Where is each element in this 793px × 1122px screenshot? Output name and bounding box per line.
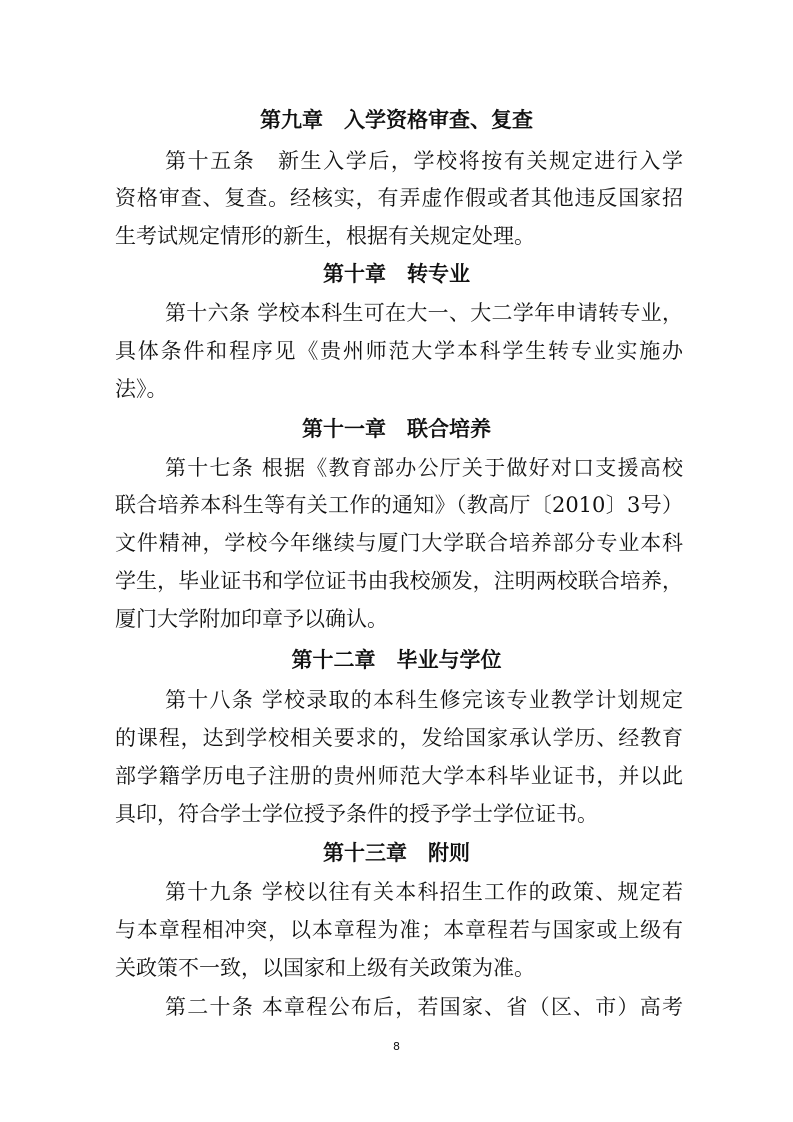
chapter-11-heading: 第十一章 联合培养 [302, 417, 491, 441]
article-15-line-1: 第十五条 新生入学后，学校将按有关规定进行入学 [165, 149, 683, 173]
article-18-line-3: 部学籍学历电子注册的贵州师范大学本科毕业证书，并以此 [115, 764, 683, 788]
article-19-line-3: 关政策不一致，以国家和上级有关政策为准。 [115, 956, 535, 980]
article-18-line-2: 的课程，达到学校相关要求的，发给国家承认学历、经教育 [115, 726, 683, 750]
article-15-line-2: 资格审查、复查。经核实，有弄虚作假或者其他违反国家招 [115, 186, 683, 210]
chapter-9-heading: 第九章 入学资格审查、复查 [260, 108, 533, 132]
article-17-line-3: 文件精神，学校今年继续与厦门大学联合培养部分专业本科 [115, 531, 683, 555]
article-17-line-2: 联合培养本科生等有关工作的通知》（教高厅〔2010〕3号） [115, 493, 683, 517]
article-16-line-3: 法》。 [115, 377, 168, 401]
chapter-10-heading: 第十章 转专业 [323, 262, 470, 286]
article-16-line-1: 第十六条 学校本科生可在大一、大二学年申请转专业， [165, 301, 683, 325]
article-16-line-2: 具体条件和程序见《贵州师范大学本科学生转专业实施办 [115, 339, 683, 363]
article-19-line-2: 与本章程相冲突，以本章程为准；本章程若与国家或上级有 [115, 918, 683, 942]
article-18-line-4: 具印，符合学士学位授予条件的授予学士学位证书。 [115, 802, 598, 826]
chapter-13-heading: 第十三章 附则 [323, 841, 470, 865]
article-19-line-1: 第十九条 学校以往有关本科招生工作的政策、规定若 [165, 880, 683, 904]
page-number: 8 [393, 1040, 400, 1053]
article-17-line-4: 学生，毕业证书和学位证书由我校颁发，注明两校联合培养， [115, 569, 683, 593]
article-18-line-1: 第十八条 学校录取的本科生修完该专业教学计划规定 [165, 688, 683, 712]
article-15-line-3: 生考试规定情形的新生，根据有关规定处理。 [115, 224, 535, 248]
chapter-12-heading: 第十二章 毕业与学位 [291, 648, 502, 672]
article-17-line-5: 厦门大学附加印章予以确认。 [115, 607, 388, 631]
article-17-line-1: 第十七条 根据《教育部办公厅关于做好对口支援高校 [165, 456, 683, 480]
article-20-line-1: 第二十条 本章程公布后，若国家、省（区、市）高考 [165, 995, 683, 1019]
